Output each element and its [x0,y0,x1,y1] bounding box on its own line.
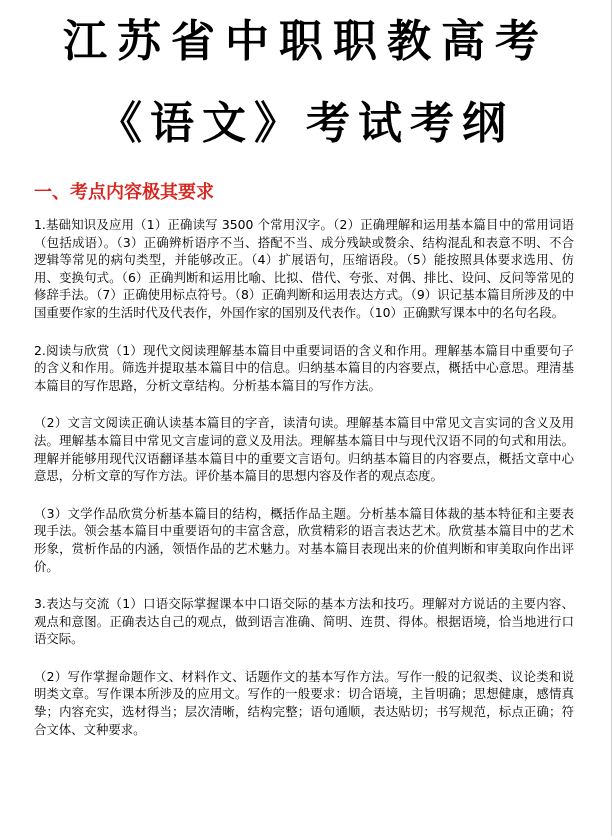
section-heading: 一、考点内容极其要求 [34,182,214,203]
document-title-line2: 《语文》考试考纲 [98,98,514,149]
document-title-line1: 江苏省中职职教高考 [63,16,549,67]
paragraph-reading-modern: 2.阅读与欣赏（1）现代文阅读理解基本篇目中重要词语的含义和作用。理解基本篇目中重要句子的含义和作用。筛选并提取基本篇目中的信息。归纳基本篇目的内容要点，概括中心意思。理清基本篇目的写作思路，分析文章结构。分析基本篇目的写作方法。 [34,342,574,393]
paragraph-writing: （2）写作掌握命题作文、材料作文、话题作文的基本写作方法。写作一般的记叙类、议论类和说明类文章。写作课本所涉及的应用文。写作的一般要求：切合语境，主旨明确；思想健康，感情真挚；内容充实，选材得当；层次清晰，结构完整；语句通顺，表达贴切；书写规范，标点正确；符合文体、文种要求。 [34,668,574,737]
paragraph-oral-communication: 3.表达与交流（1）口语交际掌握课本中口语交际的基本方法和技巧。理解对方说话的主要内容、观点和意图。正确表达自己的观点，做到语言准确、简明、连贯、得体。根据语境，恰当地进行口语交际。 [34,596,574,647]
paragraph-literature-appreciation: （3）文学作品欣赏分析基本篇目的结构，概括作品主题。分析基本篇目体裁的基本特征和主要表现手法。领会基本篇目中重要语句的丰富含意，欣赏精彩的语言表达艺术。欣赏基本篇目中的艺术形象，赏析作品的内涵，领悟作品的艺术魅力。对基本篇目表现出来的价值判断和审美取向作出评价。 [34,505,574,574]
paragraph-reading-classical: （2）文言文阅读正确认读基本篇目的字音，读清句读。理解基本篇目中常见文言实词的含义及用法。理解基本篇目中常见文言虚词的意义及用法。理解基本篇目中与现代汉语不同的句式和用法。理解并能够用现代汉语翻译基本篇目中的重要文言语句。归纳基本篇目的内容要点，概括文章中心意思，分析文章的写作方法。评价基本篇目的思想内容及作者的观点态度。 [34,415,574,484]
document-body [34,216,574,758]
paragraph-basic-knowledge: 1.基础知识及应用（1）正确读写 3500 个常用汉字。（2）正确理解和运用基本篇目中的常用词语（包括成语）。（3）正确辨析语序不当、搭配不当、成分残缺或赘余、结构混乱和表意不明、不合逻辑等常见的病句类型，并能够改正。（4）扩展语句，压缩语段。（5）能按照具体要求选用、仿用、变换句式。（6）正确判断和运用比喻、比拟、借代、夸张、对偶、排比、设问、反问等常见的修辞手法。（7）正确使用标点符号。（8）正确判断和运用表达方式。（9）识记基本篇目所涉及的中国重要作家的生活时代及代表作，外国作家的国别及代表作。（10）正确默写课本中的名句名段。 [34,217,574,320]
